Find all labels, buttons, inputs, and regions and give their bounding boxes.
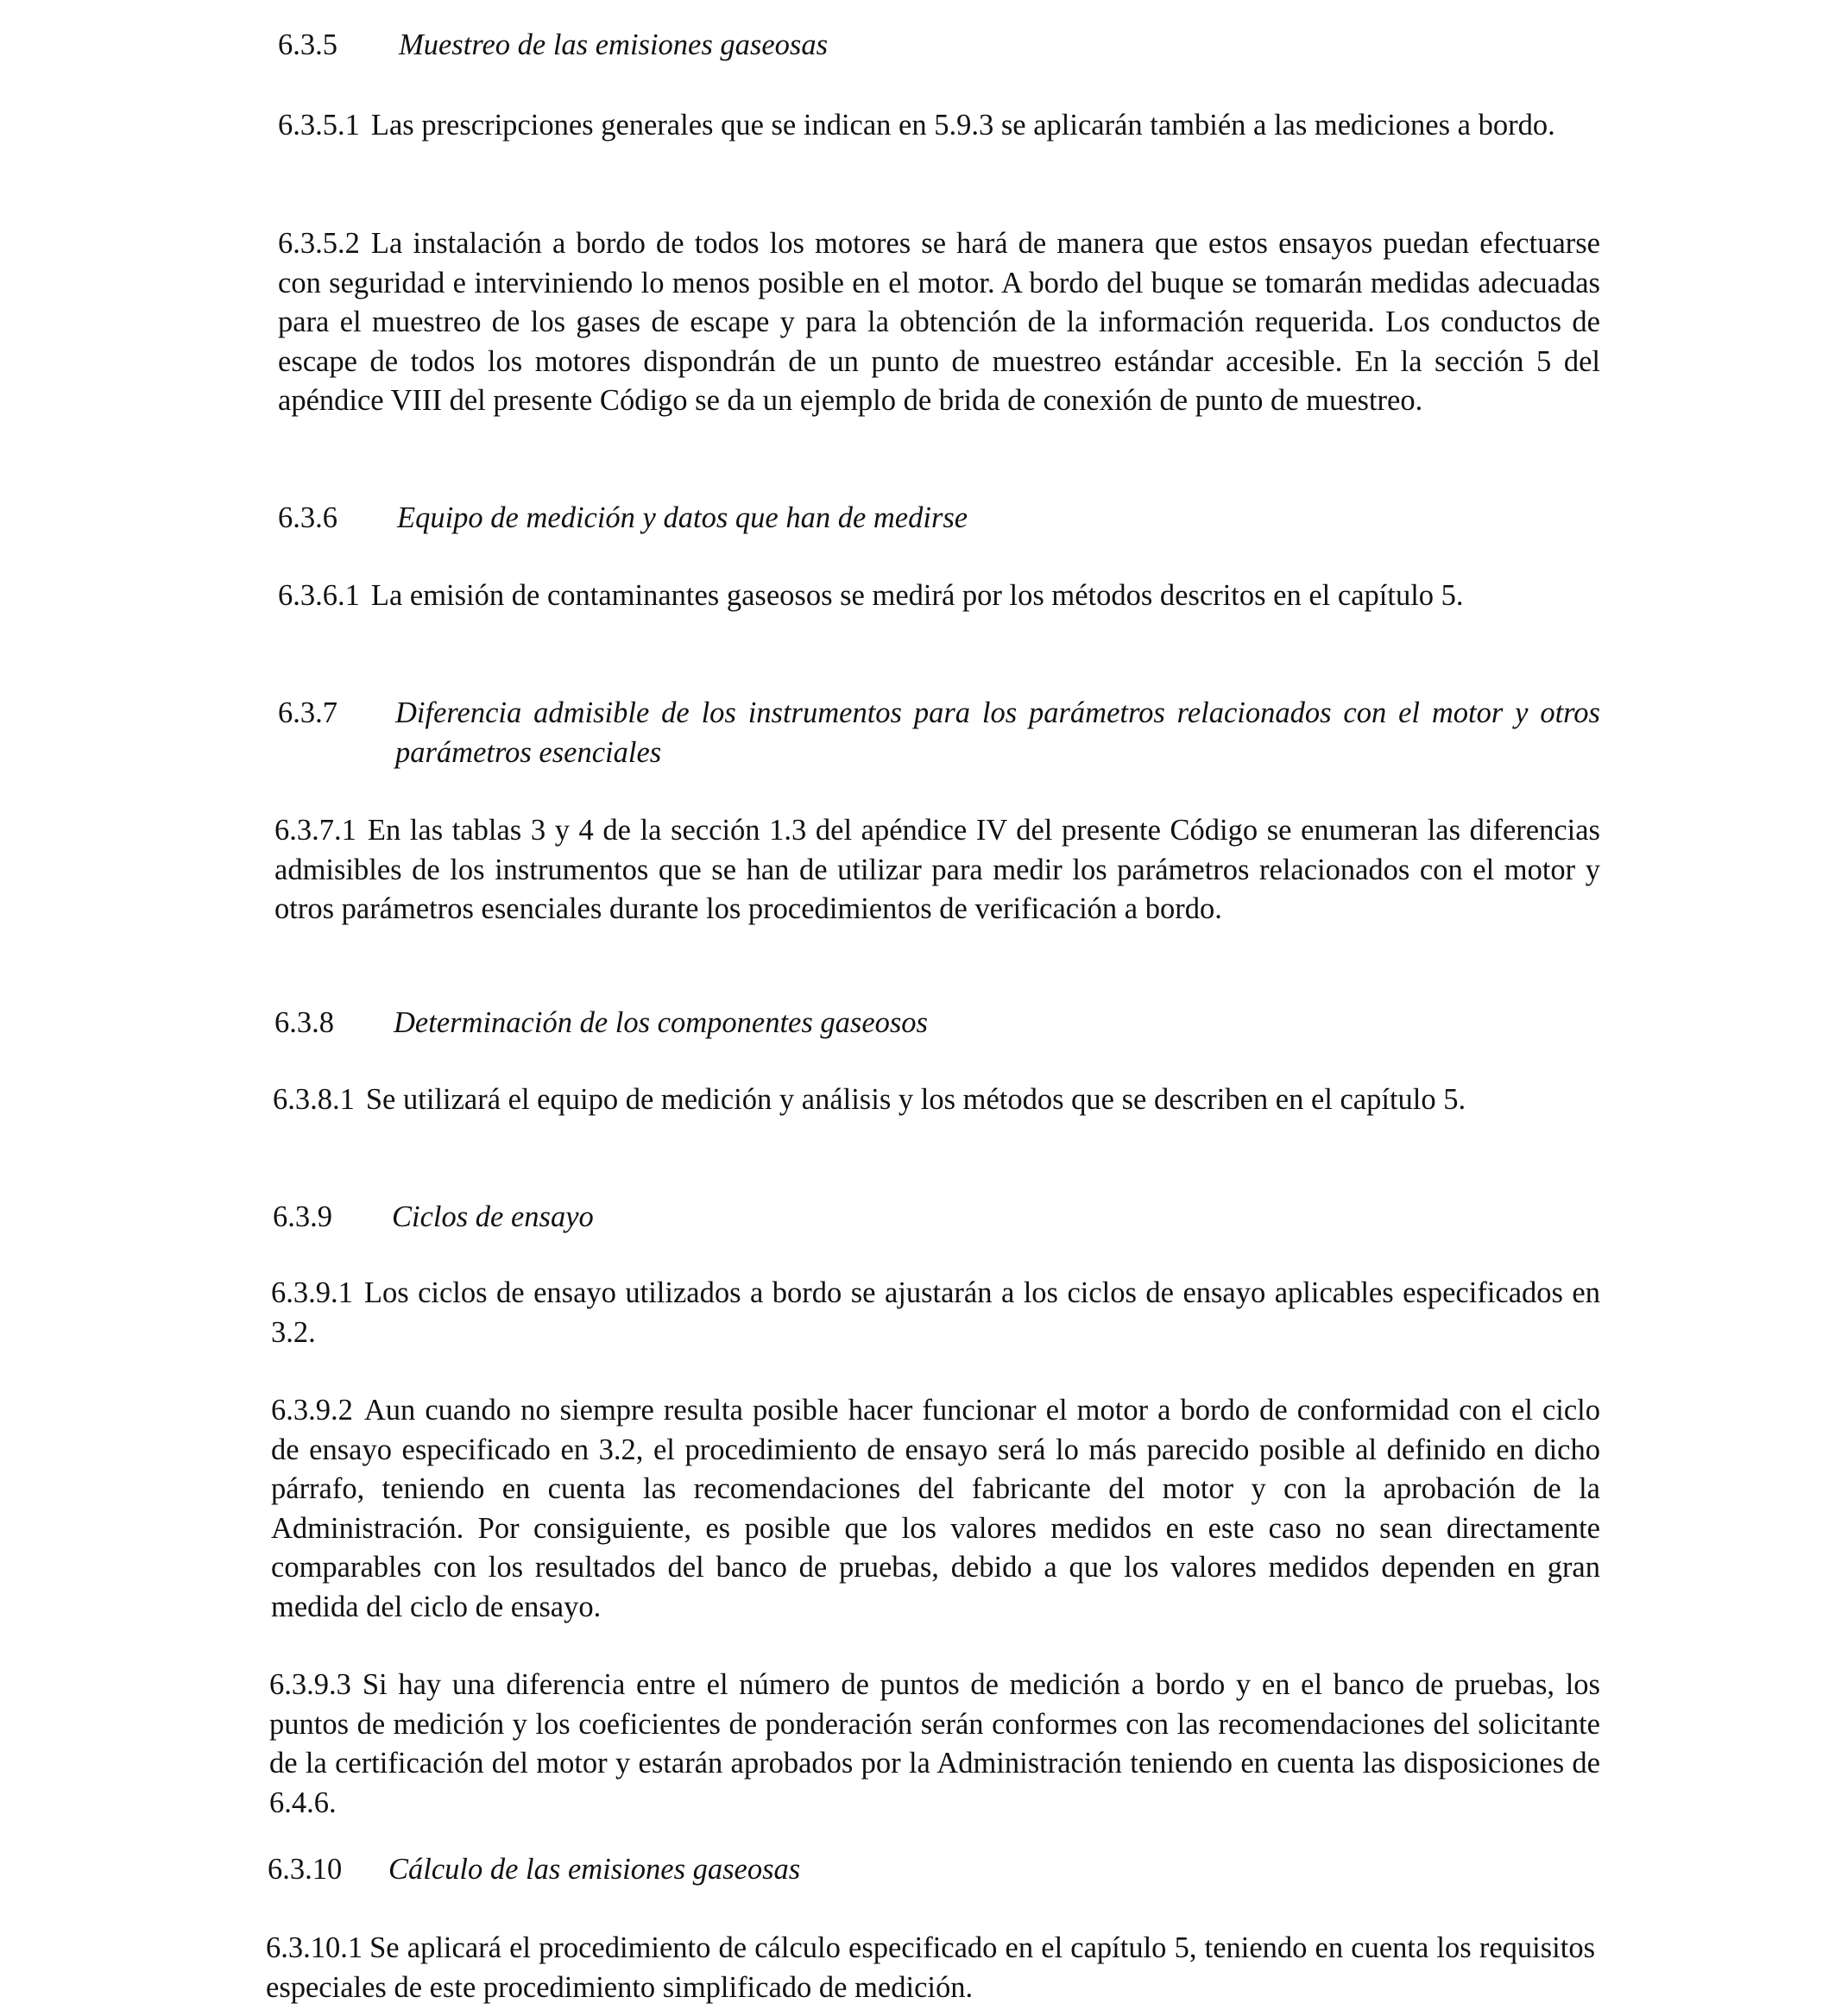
- paragraph: [271, 1391, 1600, 1627]
- section-title: Equipo de medición y datos que han de medirse: [397, 501, 968, 534]
- paragraph-text: La emisión de contaminantes gaseosos se medirá por los métodos descritos en el capítulo 5.: [370, 579, 1464, 612]
- section-number: 6.3.10: [268, 1853, 343, 1886]
- paragraph: [273, 1080, 1600, 1120]
- paragraph-text: Se utilizará el equipo de medición y análisis y los métodos que se describen en el capítulo 5.: [365, 1083, 1466, 1116]
- paragraph: [274, 811, 1600, 929]
- paragraph-number: 6.3.5.2: [278, 227, 360, 260]
- section-heading: [274, 1004, 1586, 1043]
- paragraph-number: 6.3.8.1: [273, 1083, 355, 1116]
- section-title: Cálculo de las emisiones gaseosas: [388, 1853, 801, 1886]
- paragraph-text: Los ciclos de ensayo utilizados a bordo se ajustarán a los ciclos de ensayo aplicables especificados en 3.2.: [271, 1276, 1600, 1349]
- paragraph-text: Se aplicará el procedimiento de cálculo especificado en el capítulo 5, teniendo en cuenta los requisitos especiales de este procedimiento simplificado de medición.: [266, 1931, 1595, 2004]
- section-number: 6.3.5: [278, 28, 337, 61]
- paragraph-text: En las tablas 3 y 4 de la sección 1.3 del apéndice IV del presente Código se enumeran las diferencias admisibles de los instrumentos que se han de utilizar para medir los parámetros relacionados con el motor y otros parámetros esenciales durante los procedimientos de verificación a bordo.: [274, 814, 1600, 925]
- section-number: 6.3.7: [278, 696, 337, 729]
- paragraph-number: 6.3.5.1: [278, 109, 360, 142]
- paragraph-number: 6.3.10.1: [266, 1931, 363, 1964]
- paragraph-text: Aun cuando no siempre resulta posible hacer funcionar el motor a bordo de conformidad con el ciclo de ensayo especificado en 3.2, el procedimiento de ensayo será lo más parecido posible al definido en dicho párrafo, teniendo en cuenta las recomendaciones del fabricante del motor y con la aprobación de la Administración. Por consiguiente, es posible que los valores medidos en este caso no sean directamente comparables con los resultados del banco de pruebas, debido a que los valores medidos dependen en gran medida del ciclo de ensayo.: [271, 1394, 1600, 1623]
- paragraph: [269, 1666, 1600, 1823]
- section-title: Muestreo de las emisiones gaseosas: [399, 28, 828, 61]
- paragraph-text: Si hay una diferencia entre el número de puntos de medición a bordo y en el banco de pruebas, los puntos de medición y los coeficientes de ponderación serán conformes con las recomendaciones del solicitante de la certificación del motor y estarán aprobados por la Administración teniendo en cuenta las disposiciones de 6.4.6.: [269, 1668, 1600, 1819]
- section-title: Determinación de los componentes gaseosos: [394, 1006, 928, 1039]
- paragraph: [278, 576, 1600, 616]
- paragraph: [278, 224, 1600, 421]
- section-number: 6.3.8: [274, 1006, 334, 1039]
- section-number: 6.3.9: [273, 1200, 332, 1233]
- section-title: Diferencia admisible de los instrumentos para los parámetros relacionados con el motor y otros parámetros esenciales: [395, 696, 1600, 769]
- paragraph-number: 6.3.7.1: [274, 814, 356, 847]
- paragraph-number: 6.3.9.3: [269, 1668, 351, 1701]
- section-title: Ciclos de ensayo: [392, 1200, 594, 1233]
- paragraph-number: 6.3.9.2: [271, 1394, 353, 1427]
- section-heading: [268, 1850, 1580, 1890]
- section-heading: [278, 499, 1590, 539]
- paragraph: [278, 106, 1600, 146]
- section-heading: [278, 26, 1590, 66]
- paragraph-number: 6.3.9.1: [271, 1276, 353, 1309]
- section-heading: [278, 694, 1600, 772]
- section-heading: [273, 1198, 1585, 1238]
- paragraph-number: 6.3.6.1: [278, 579, 360, 612]
- paragraph-text: La instalación a bordo de todos los motores se hará de manera que estos ensayos puedan efectuarse con seguridad e interviniendo lo menos posible en el motor. A bordo del buque se tomarán medidas adecuadas para el muestreo de los gases de escape y para la obtención de la información requerida. Los conductos de escape de todos los motores dispondrán de un punto de muestreo estándar accesible. En la sección 5 del apéndice VIII del presente Código se da un ejemplo de brida de conexión de punto de muestreo.: [278, 227, 1600, 417]
- section-number: 6.3.6: [278, 501, 337, 534]
- paragraph-text: Las prescripciones generales que se indican en 5.9.3 se aplicarán también a las mediciones a bordo.: [370, 109, 1555, 142]
- paragraph: [271, 1274, 1600, 1352]
- paragraph: [266, 1929, 1595, 2007]
